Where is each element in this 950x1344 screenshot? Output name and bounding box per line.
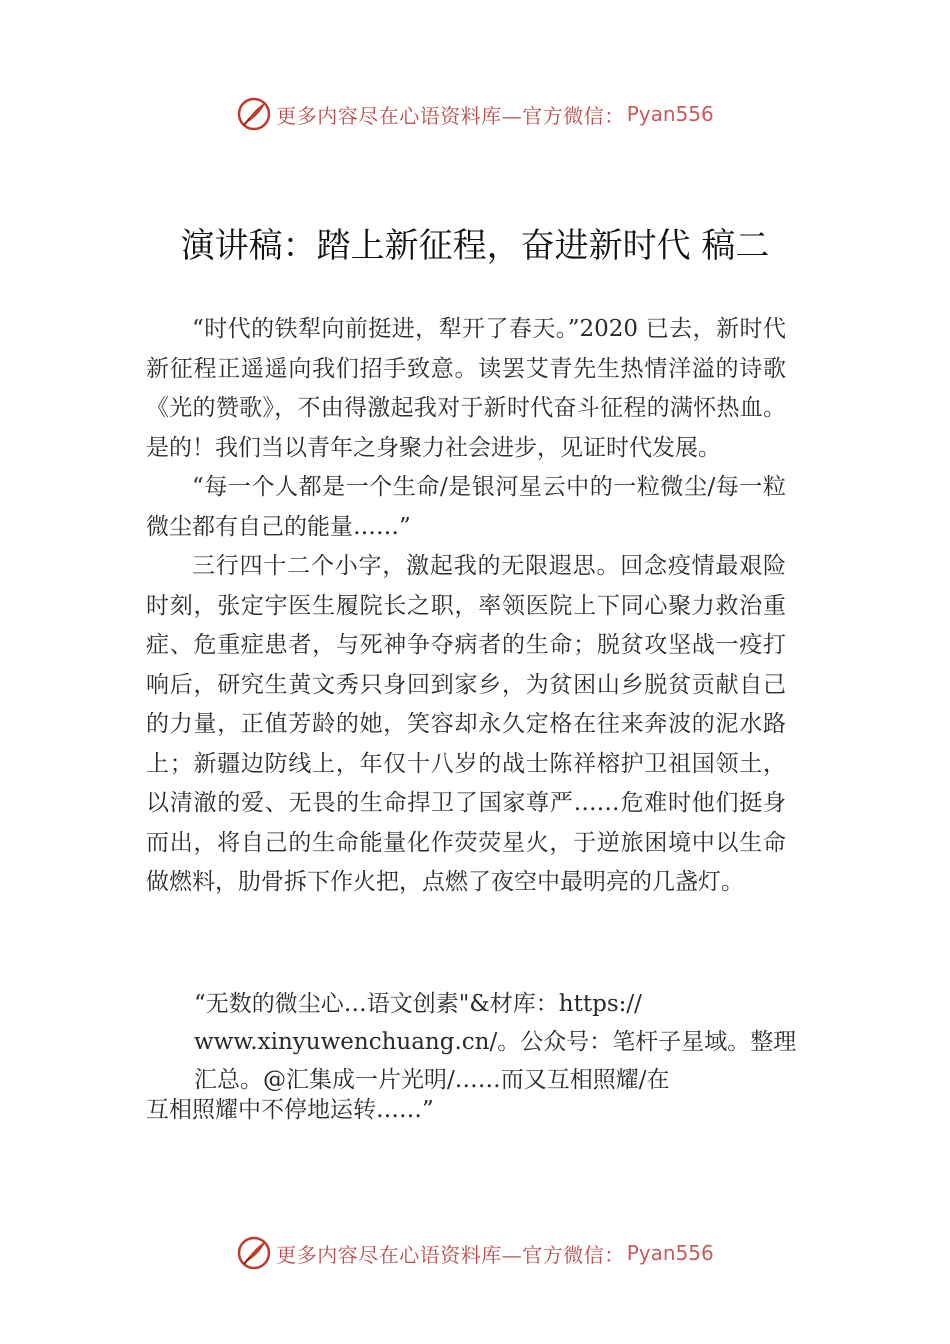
quill-logo-icon [236,96,272,132]
footer-wechat-id: Pyan556 [626,1241,714,1265]
quote-line-3: 汇总。@汇集成一片光明/……而又互相照耀/在 [194,1067,670,1093]
header-banner [0,94,950,134]
quill-logo-icon [236,1235,272,1271]
footer-banner [0,1233,950,1273]
paragraph-1: “时代的铁犁向前挺进，犁开了春天。”2020 已去，新时代新征程正遥遥向我们招手致意。读罢艾青先生热情洋溢的诗歌《光的赞歌》，不由得激起我对于新时代奋斗征程的满怀热血。是的！我们当以青年之身聚力社会进步，见证时代发展。 [146,316,786,461]
header-wechat-id: Pyan556 [626,102,714,126]
paragraph-2: “每一个人都是一个生命/是银河星云中的一粒微尘/每一粒微尘都有自己的能量……” [146,474,786,540]
quote-tail: 互相照耀中不停地运转……” [146,1097,434,1123]
quote-line-2: www.xinyuwenchuang.cn/。公众号：笔杆子星域。整理 [194,1029,797,1055]
quote-line-1: “无数的微尘心…语文创素"&材库：https:// [194,991,642,1017]
page-title: 演讲稿：踏上新征程，奋进新时代 稿二 [180,226,770,266]
footer-banner-text: 更多内容尽在心语资料库—官方微信： [276,1242,625,1267]
quote-block [194,985,814,1099]
paragraph-3: 三行四十二个小字，激起我的无限遐思。回念疫情最艰险时刻，张定宇医生履院长之职，率领医院上下同心聚力救治重症、危重症患者，与死神争夺病者的生命；脱贫攻坚战一疫打响后，研究生黄文秀只身回到家乡，为贫困山乡脱贫贡献自己的力量，正值芳龄的她，笑容却永久定格在往来奔波的泥水路上；新疆边防线上，年仅十八岁的战士陈祥榕护卫祖国领土，以清澈的爱、无畏的生命捍卫了国家尊严……危难时他们挺身而出，将自己的生命能量化作荧荧星火，于逆旅困境中以生命做燃料，肋骨拆下作火把，点燃了夜空中最明亮的几盏灯。 [146,553,786,895]
header-banner-text: 更多内容尽在心语资料库—官方微信： [276,103,625,128]
body-text [146,310,786,903]
